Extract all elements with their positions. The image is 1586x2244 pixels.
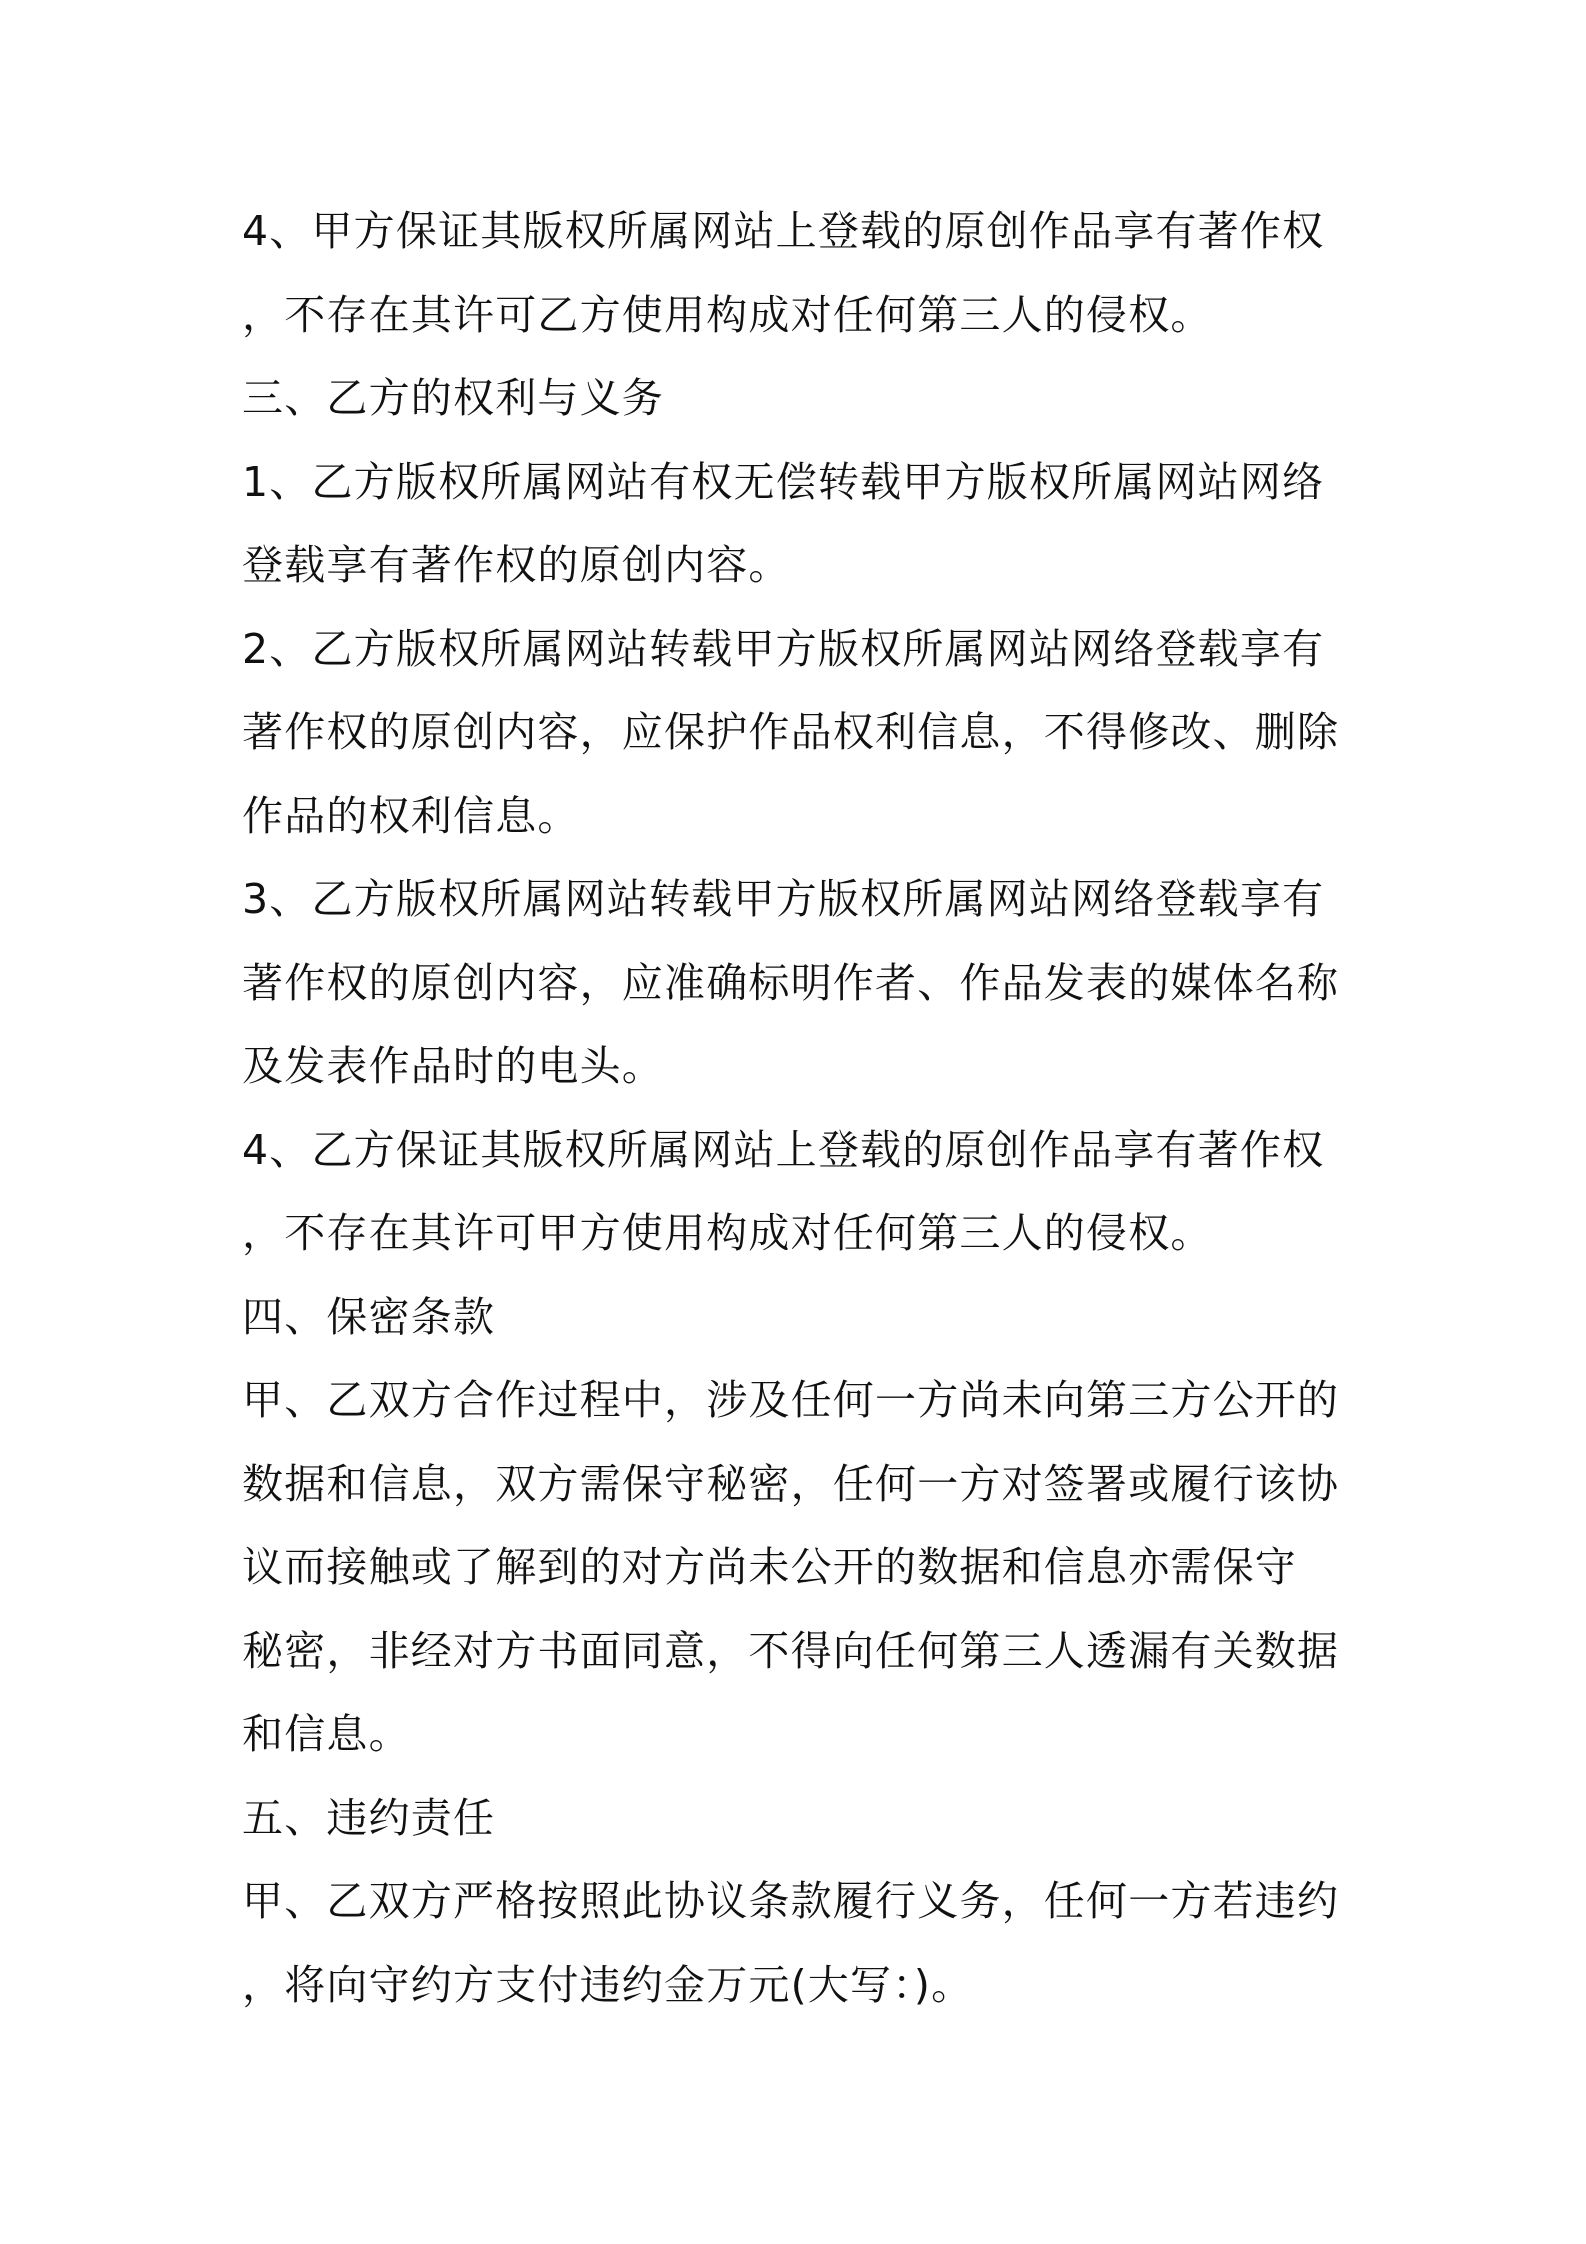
section-5-para-line-1: 甲、乙双方严格按照此协议条款履行义务，任何一方若违约 xyxy=(242,1877,1340,1925)
clause-3-4-line-2: ，不存在其许可甲方使用构成对任何第三人的侵权。 xyxy=(242,1209,1213,1257)
clause-3-4-line-1: 4、乙方保证其版权所属网站上登载的原创作品享有著作权 xyxy=(242,1125,1325,1174)
section-5-heading: 五、违约责任 xyxy=(242,1793,496,1842)
section-4-heading: 四、保密条款 xyxy=(242,1292,496,1341)
clause-2-4-line-2: ，不存在其许可乙方使用构成对任何第三人的侵权。 xyxy=(242,290,1213,339)
section-4-para-line-3: 议而接触或了解到的对方尚未公开的数据和信息亦需保守 xyxy=(242,1543,1297,1591)
clause-3-3-line-1: 3、乙方版权所属网站转载甲方版权所属网站网络登载享有 xyxy=(242,875,1325,923)
clause-3-1-line-1: 1、乙方版权所属网站有权无偿转载甲方版权所属网站网络 xyxy=(242,457,1325,506)
section-4-para-line-5: 和信息。 xyxy=(242,1710,411,1758)
section-4-para-line-2: 数据和信息，双方需保守秘密，任何一方对签署或履行该协 xyxy=(242,1459,1340,1508)
section-3-heading: 三、乙方的权利与义务 xyxy=(242,374,664,422)
document-body xyxy=(242,190,1362,2027)
section-4-para-line-4: 秘密，非经对方书面同意，不得向任何第三人透漏有关数据 xyxy=(242,1626,1340,1675)
clause-3-3-line-2: 著作权的原创内容，应准确标明作者、作品发表的媒体名称 xyxy=(242,958,1340,1007)
clause-3-3-line-3: 及发表作品时的电头。 xyxy=(242,1042,664,1090)
section-4-para-line-1: 甲、乙双方合作过程中，涉及任何一方尚未向第三方公开的 xyxy=(242,1376,1340,1424)
clause-3-2-line-2: 著作权的原创内容，应保护作品权利信息，不得修改、删除 xyxy=(242,708,1340,756)
clause-3-2-line-3: 作品的权利信息。 xyxy=(242,791,580,840)
section-5-para-line-2: ，将向守约方支付违约金万元(大写：)。 xyxy=(242,1960,974,2009)
clause-3-2-line-1: 2、乙方版权所属网站转载甲方版权所属网站网络登载享有 xyxy=(242,624,1325,673)
clause-2-4-line-1: 4、甲方保证其版权所属网站上登载的原创作品享有著作权 xyxy=(242,207,1325,255)
clause-3-1-line-2: 登载享有著作权的原创内容。 xyxy=(242,541,791,589)
